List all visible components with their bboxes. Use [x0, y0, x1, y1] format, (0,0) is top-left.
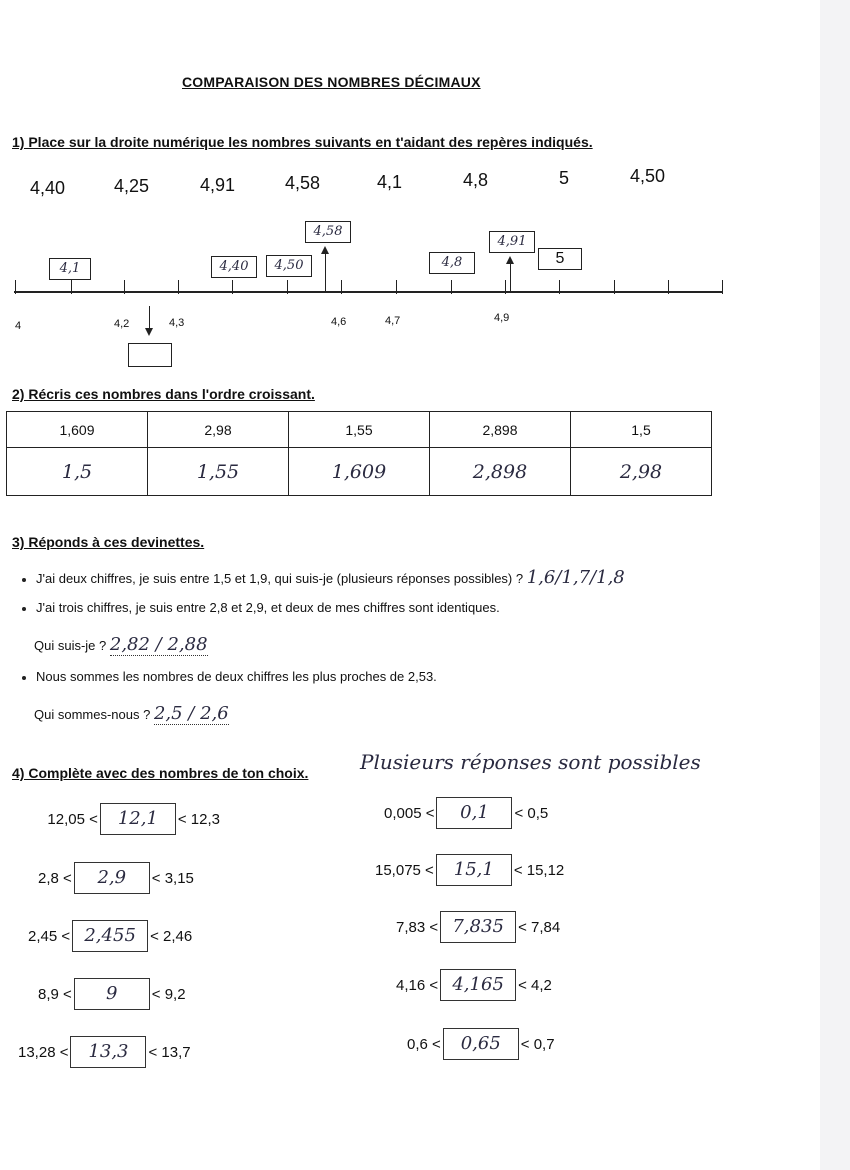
comparison-right: < 4,2 — [518, 976, 552, 994]
comparison-row — [375, 854, 564, 886]
riddle-3-prompt: Qui sommes-nous ? — [34, 707, 151, 722]
comparison-right: < 2,46 — [150, 927, 193, 945]
table-cell-given: 1,55 — [289, 412, 430, 448]
table-cell-given: 1,609 — [7, 412, 148, 448]
comparison-answer-box[interactable]: 13,3 — [70, 1036, 146, 1068]
comparison-right: < 13,7 — [148, 1043, 191, 1061]
bullet-icon — [22, 676, 26, 680]
empty-answer-box[interactable] — [128, 343, 172, 367]
table-cell-answer[interactable]: 1,609 — [289, 448, 430, 496]
axis-label: 4,6 — [331, 316, 347, 328]
placed-box: 4,8 — [429, 252, 475, 274]
comparison-answer-box[interactable]: 12,1 — [100, 803, 176, 835]
arrow-up-icon — [321, 246, 329, 254]
riddle-2-text: J'ai trois chiffres, je suis entre 2,8 et 2,9, et deux de mes chiffres sont identiques. — [36, 600, 500, 615]
number-item: 4,40 — [30, 178, 66, 198]
comparison-left: 13,28 < — [18, 1043, 69, 1061]
table-cell-answer[interactable]: 1,55 — [148, 448, 289, 496]
comparison-row — [38, 978, 186, 1010]
table-cell-answer[interactable]: 2,898 — [430, 448, 571, 496]
riddle-2 — [22, 600, 500, 615]
comparison-answer-box[interactable]: 15,1 — [436, 854, 512, 886]
riddle-2-line — [34, 634, 208, 655]
number-line-tick — [15, 280, 16, 294]
comparison-left: 2,8 < — [38, 869, 72, 887]
placed-box: 4,50 — [266, 255, 312, 277]
number-line-tick — [722, 280, 723, 294]
number-item: 4,25 — [114, 176, 150, 196]
comparison-row — [38, 862, 194, 894]
handwritten-comment: Plusieurs réponses sont possibles — [360, 750, 701, 774]
table-cell-given: 2,98 — [148, 412, 289, 448]
comparison-left: 0,6 < — [407, 1035, 441, 1053]
number-item: 4,1 — [377, 172, 403, 192]
scan-edge — [820, 0, 850, 1170]
comparison-row — [28, 920, 192, 952]
number-item: 5 — [559, 168, 570, 188]
comparison-right: < 0,7 — [520, 1035, 555, 1053]
comparison-answer-box[interactable]: 2,9 — [74, 862, 150, 894]
number-line-tick — [668, 280, 669, 294]
comparison-answer-box[interactable]: 9 — [74, 978, 150, 1010]
riddle-1-text: J'ai deux chiffres, je suis entre 1,5 et 1,9, qui suis-je (plusieurs réponses possibles) ? — [36, 571, 524, 586]
comparison-answer-box[interactable]: 4,165 — [440, 969, 516, 1001]
axis-label: 4 — [15, 320, 22, 332]
number-item: 4,8 — [463, 170, 489, 190]
placed-box: 5 — [538, 248, 582, 270]
placed-box: 4,91 — [489, 231, 535, 253]
section4-heading: 4) Complète avec des nombres de ton choix. — [12, 765, 309, 781]
axis-label: 4,3 — [169, 317, 185, 329]
page-title: COMPARAISON DES NOMBRES DÉCIMAUX — [182, 74, 481, 90]
number-line-tick — [124, 280, 125, 294]
comparison-left: 12,05 < — [47, 810, 98, 828]
riddle-3-text: Nous sommes les nombres de deux chiffres les plus proches de 2,53. — [36, 669, 437, 684]
riddle-2-prompt: Qui suis-je ? — [34, 638, 107, 653]
number-item: 4,50 — [630, 166, 666, 186]
comparison-answer-box[interactable]: 2,455 — [72, 920, 148, 952]
section2-heading: 2) Récris ces nombres dans l'ordre croissant. — [12, 386, 315, 402]
axis-label: 4,2 — [114, 318, 130, 330]
placed-box: 4,40 — [211, 256, 257, 278]
number-item: 4,58 — [285, 173, 321, 193]
riddle-2-answer[interactable]: 2,82 / 2,88 — [109, 634, 208, 655]
number-item: 4,91 — [200, 175, 236, 195]
table-cell-given: 1,5 — [571, 412, 712, 448]
comparison-left: 15,075 < — [375, 861, 434, 879]
number-line-tick — [178, 280, 179, 294]
comparison-right: < 15,12 — [513, 861, 565, 879]
comparison-right: < 12,3 — [177, 810, 220, 828]
number-line-tick — [287, 280, 288, 294]
number-line-tick — [232, 280, 233, 294]
number-line-tick — [559, 280, 560, 294]
comparison-left: 7,83 < — [396, 918, 439, 936]
comparison-row — [47, 803, 220, 835]
bullet-icon — [22, 607, 26, 611]
riddle-3 — [22, 669, 437, 684]
section3-heading: 3) Réponds à ces devinettes. — [12, 534, 205, 550]
comparison-answer-box[interactable]: 0,1 — [436, 797, 512, 829]
comparison-left: 2,45 < — [28, 927, 71, 945]
comparison-row — [384, 797, 548, 829]
comparison-right: < 3,15 — [151, 869, 194, 887]
comparison-row — [407, 1028, 555, 1060]
number-line-tick — [505, 280, 506, 294]
table-cell-answer[interactable]: 2,98 — [571, 448, 712, 496]
comparison-answer-box[interactable]: 7,835 — [440, 911, 516, 943]
comparison-row — [396, 969, 552, 1001]
number-line-tick — [451, 280, 452, 294]
riddle-1 — [22, 567, 625, 588]
comparison-row — [18, 1036, 191, 1068]
number-line-tick — [396, 280, 397, 294]
comparison-left: 4,16 < — [396, 976, 439, 994]
order-table — [6, 411, 712, 496]
riddle-3-answer[interactable]: 2,5 / 2,6 — [153, 703, 229, 724]
arrow-down-icon — [145, 328, 153, 336]
number-line-tick — [341, 280, 342, 294]
riddle-1-answer[interactable]: 1,6/1,7/1,8 — [526, 567, 625, 588]
placed-box: 4,58 — [305, 221, 351, 243]
riddle-3-line — [34, 703, 229, 724]
arrow-up-icon — [506, 256, 514, 264]
number-line-tick — [614, 280, 615, 294]
comparison-left: 0,005 < — [384, 804, 435, 822]
comparison-row — [396, 911, 560, 943]
section1-heading: 1) Place sur la droite numérique les nombres suivants en t'aidant des repères indiqués. — [12, 134, 593, 150]
comparison-left: 8,9 < — [38, 985, 72, 1003]
axis-label: 4,7 — [385, 315, 401, 327]
placed-box: 4,1 — [49, 258, 91, 280]
table-cell-answer[interactable]: 1,5 — [7, 448, 148, 496]
comparison-right: < 7,84 — [518, 918, 561, 936]
table-cell-given: 2,898 — [430, 412, 571, 448]
comparison-right: < 9,2 — [151, 985, 186, 1003]
number-line — [14, 291, 722, 293]
comparison-right: < 0,5 — [514, 804, 549, 822]
axis-label: 4,9 — [494, 312, 510, 324]
bullet-icon — [22, 578, 26, 582]
comparison-answer-box[interactable]: 0,65 — [443, 1028, 519, 1060]
